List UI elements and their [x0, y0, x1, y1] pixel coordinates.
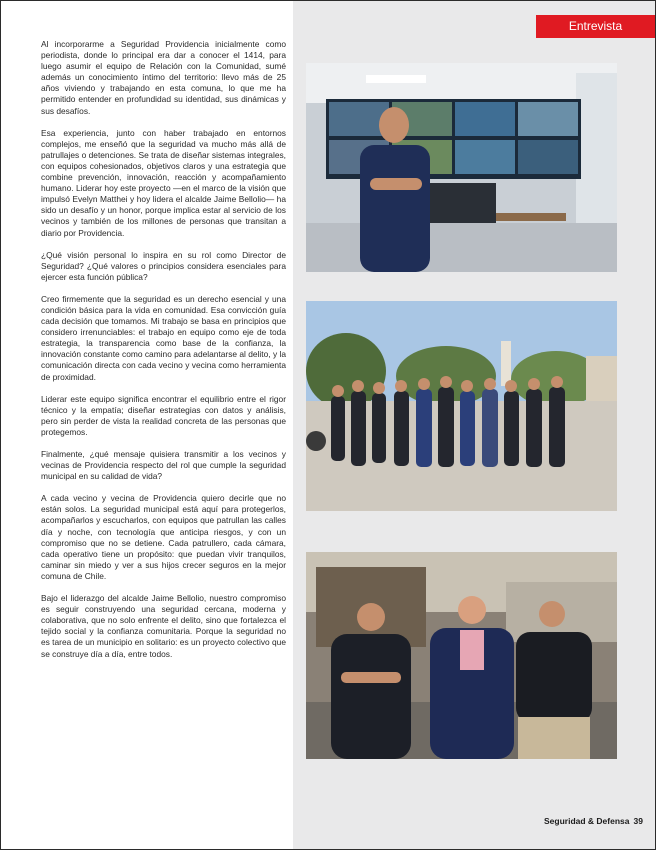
team-portrait-illustration	[306, 552, 617, 759]
team-outdoors-photo	[306, 301, 617, 511]
interview-question: ¿Qué visión personal lo inspira en su rol como Director de Seguridad? ¿Qué valores o principios considera esenciales para ejercer esta función pública?	[41, 249, 286, 282]
page-footer	[544, 816, 643, 826]
interview-question: Finalmente, ¿qué mensaje quisiera transmitir a los vecinos y vecinas de Providencia respecto del rol que cumple la seguridad municipal en su calidad de vida?	[41, 449, 286, 482]
control-room-illustration	[306, 63, 617, 272]
publication-name: Seguridad & Defensa	[544, 816, 630, 826]
article-paragraph: Creo firmemente que la seguridad es un derecho esencial y una condición básica para la vida en comunidad. Esa convicción guía cada decisión que tomamos. Mi trabajo se basa en principios que considero irrenunciables: el trabajo en equipo como eje de toda estrategia, la transparencia como base de la confianza, la innovación constante como camino para adelantarse al delito, y la comunicación directa con cada vecino y vecina como herramienta de proximidad.	[41, 293, 286, 382]
control-room-photo	[306, 63, 617, 272]
article-paragraph: Liderar este equipo significa encontrar el equilibrio entre el rigor técnico y la empatía; diseñar estrategias con datos y análisis, pero sin perder de vista la realidad concreta de las personas que protegemos.	[41, 393, 286, 437]
section-tag: Entrevista	[536, 15, 655, 38]
team-outdoors-illustration	[306, 301, 617, 511]
article-paragraph: Esa experiencia, junto con haber trabajado en entornos complejos, me enseñó que la seguridad va mucho más allá de patrullajes o detenciones. Se trata de diseñar sistemas integrales, con equipos cohesionados, objetivos claros y una estrategia que combine prevención, innovación, reacción y acompañamiento humano. Liderar hoy este proyecto —en el marco de la visión que impulsó Evelyn Matthei y hoy lidera el alcalde Jaime Bellolio— ha sido un desafío y un honor, porque implica estar al servicio de los vecinos y también de los millones de personas que transitan a diario por Providencia.	[41, 127, 286, 238]
article-paragraph: Al incorporarme a Seguridad Providencia inicialmente como periodista, donde lo principal era dar a conocer el 1414, para luego asumir el equipo de Relación con la Comunidad, sumé además un conocimiento íntimo del territorio: llevo más de 25 años viviendo y trabajando en esta comuna, lo que me ha permitido entender en profundidad su identidad, sus dinámicas y sus desafíos.	[41, 39, 286, 116]
team-portrait-photo	[306, 552, 617, 759]
article-paragraph: A cada vecino y vecina de Providencia quiero decirle que no están solos. La seguridad municipal está aquí para protegerlos, acompañarlos y escucharlos, con equipos que patrullan las calles día y noche, con tecnología que anticipa riesgos, y con un compromiso que no se detiene. Cada patrullero, cada cámara, cada operativo tiene un propósito: que puedan vivir tranquilos, caminar sin miedo y ver a sus hijos crecer seguros en la mejor comuna de Chile.	[41, 493, 286, 581]
article-paragraph: Bajo el liderazgo del alcalde Jaime Bellolio, nuestro compromiso es seguir construyendo una seguridad cercana, moderna y colaborativa, que no solo enfrente el delito, sino que fortalezca el tejido social y la confianza comunitaria. Porque la seguridad no es tarea de un municipio en solitario: es un proyecto colectivo que se construye día a día, entre todos.	[41, 593, 286, 659]
page-number: 39	[633, 816, 643, 826]
article-column	[41, 39, 286, 671]
